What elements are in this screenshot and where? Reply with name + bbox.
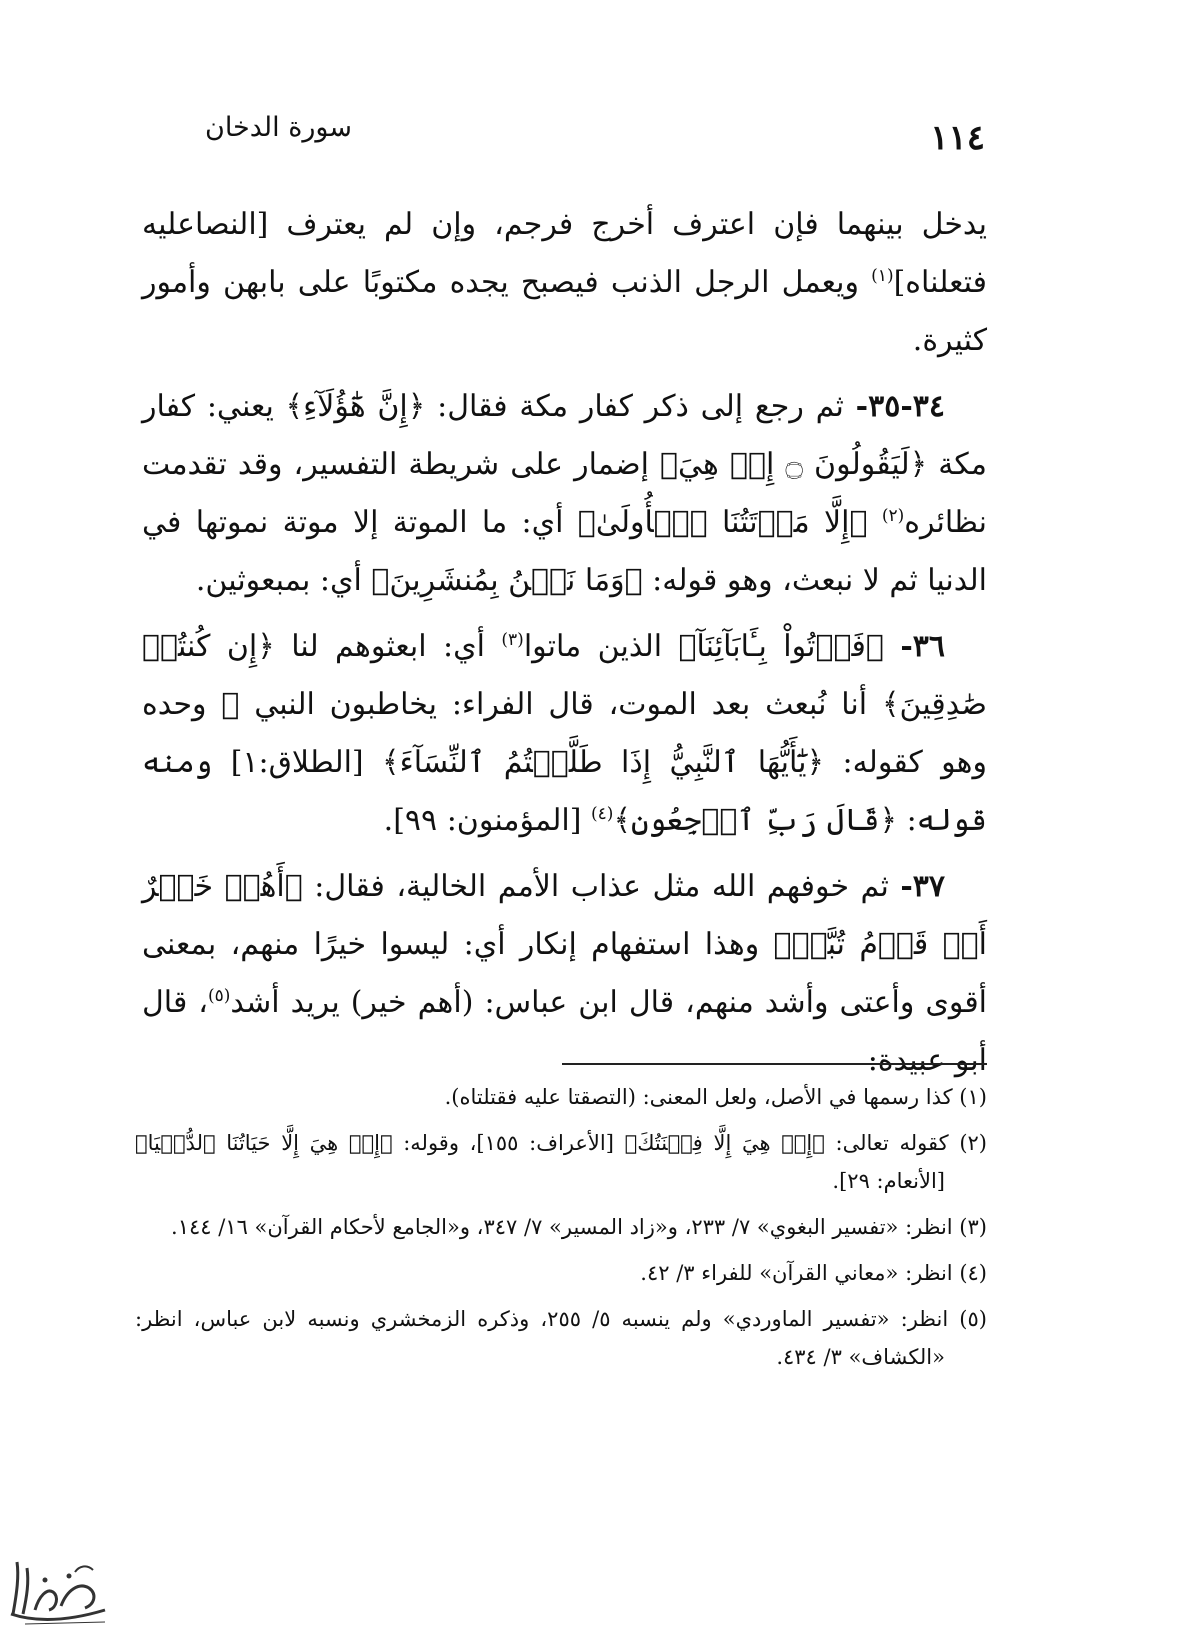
paragraph-text: يدخل بينهما فإن اعترف أخرج فرجم، وإن لم يعترف [النصاعليه فتعلناه] <box>142 207 987 300</box>
verse-number: ٣٦- <box>900 629 945 664</box>
page-number: ١١٤ <box>930 118 985 158</box>
footnote-2: (٢) كقوله تعالى: ﴿إِنۡ هِيَ إِلَّا فِتۡنَتُكَ﴾ [الأعراف: ١٥٥]، وقوله: ﴿إِنۡ هِيَ إِلَّا حَيَاتُنَا ٱلدُّنۡيَا﴾ [الأنعام: ٢٩]. <box>135 1131 987 1193</box>
footnote-ref-5: (٥) <box>208 986 231 1006</box>
paragraph-verse-37 <box>142 858 987 1090</box>
paragraph-text: ثم رجع إلى ذكر كفار مكة فقال: ﴿إِنَّ هَٰٓؤُلَآءِ﴾ يعني: كفار مكة ﴿لَيَقُولُونَ ۝ إِنۡ هِيَ﴾ إضمار على شريطة التفسير، وقد تقدمت نظائره <box>142 389 987 540</box>
footnote-ref-4: (٤) <box>591 804 614 824</box>
paragraph-verses-34-35 <box>142 378 987 610</box>
footnote-5: (٥) انظر: «تفسير الماوردي» ولم ينسبه ٥/ ٢٥٥، وذكره الزمخشري ونسبه لابن عباس، انظر: «الكشاف» ٣/ ٤٣٤. <box>135 1307 987 1369</box>
watermark-logo <box>5 1552 115 1630</box>
verse-number: ٣٧- <box>900 869 945 904</box>
main-text <box>142 196 987 1098</box>
paragraph-text: ثم خوفهم الله مثل عذاب الأمم الخالية، فقال: ﴿أَهُمۡ خَيۡرٌ أَمۡ قَوۡمُ تُبَّعٖ﴾ وهذا استفهام إنكار أي: ليسوا خيرًا منهم، بمعنى أقوى وأعتى وأشد منهم، قال ابن عباس: (أهم خير) يريد أشد <box>142 869 988 1020</box>
paragraph-text-after: ويعمل الرجل الذنب فيصبح يجده مكتوبًا على بابهن وأمور كثيرة. <box>142 265 987 358</box>
footnote-ref-1: (١) <box>871 266 894 286</box>
running-title: سورة الدخان <box>205 112 352 143</box>
footnotes <box>135 1078 987 1384</box>
paragraph-text-after-2: [المؤمنون: ٩٩]. <box>383 803 592 838</box>
paragraph-text-after: ﴿إِلَّا مَوۡتَتُنَا ٱلۡأُولَىٰ﴾ أي: ما الموتة إلا موتة نموتها في الدنيا ثم لا نبعث، وهو قوله: ﴿وَمَا نَحۡنُ بِمُنشَرِينَ﴾ أي: بمبعوثين. <box>142 505 987 598</box>
page-header <box>205 112 985 162</box>
footnote-4: (٤) انظر: «معاني القرآن» للفراء ٣/ ٤٢. <box>640 1261 987 1285</box>
paragraph-1 <box>142 196 987 370</box>
footnote-1: (١) كذا رسمها في الأصل، ولعل المعنى: (التصقتا عليه فقتلتاه). <box>444 1085 987 1109</box>
footnote-ref-2: (٢) <box>881 506 905 526</box>
footnote-3: (٣) انظر: «تفسير البغوي» ٧/ ٢٣٣، و«زاد المسير» ٧/ ٣٤٧، و«الجامع لأحكام القرآن» ١٦/ ١٤٤. <box>171 1215 987 1239</box>
footnote-separator <box>562 1063 987 1065</box>
paragraph-text-after: أي: ابعثوهم لنا ﴿إِن كُنتُمۡ صَٰدِقِينَ﴾ أنا نُبعث بعد الموت، قال الفراء: يخاطبون النبي ﷺ وحده وهو كقوله: ﴿يَٰٓأَيُّهَا ٱلنَّبِيُّ إِذَا طَلَّقۡتُمُ ٱلنِّسَآءَ﴾ [الطلاق:١] ومنه قوله: ﴿قَالَ رَبِّ ٱرۡجِعُونِ﴾ <box>142 629 987 838</box>
paragraph-verse-36 <box>142 618 987 850</box>
verse-number: ٣٤-٣٥- <box>855 389 945 424</box>
paragraph-text-after: ، قال أبو عبيدة: <box>142 985 987 1078</box>
paragraph-text: ﴿فَأۡتُواْ بِـَٔابَآئِنَآ﴾ الذين ماتوا <box>523 629 901 664</box>
footnote-ref-3: (٣) <box>501 630 524 650</box>
